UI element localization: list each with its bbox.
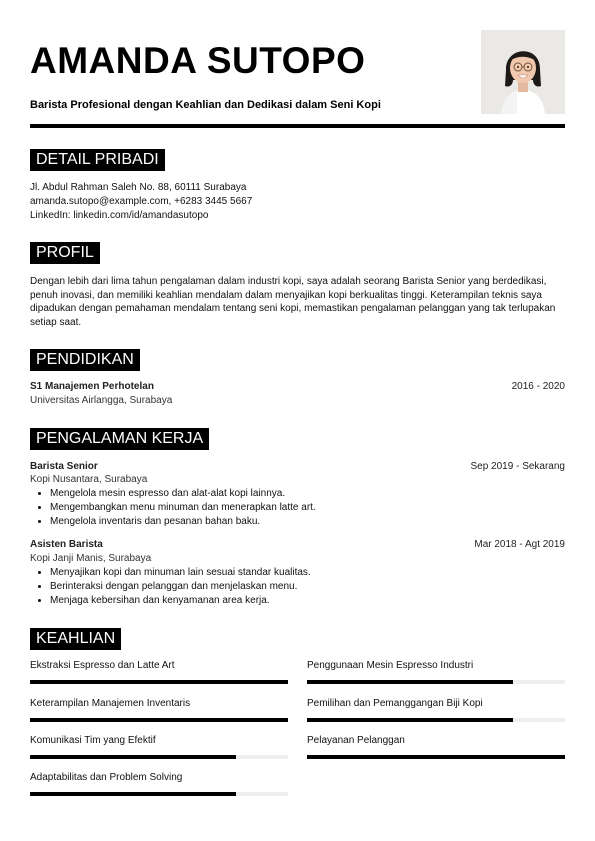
- skill-item: [307, 660, 565, 684]
- skill-name: Adaptabilitas dan Problem Solving: [30, 772, 183, 783]
- skill-level-fill: [30, 680, 288, 684]
- profile-photo-image: [481, 30, 565, 114]
- education-school: Universitas Airlangga, Surabaya: [30, 395, 173, 406]
- skill-level-fill: [307, 680, 513, 684]
- personal-linkedin: LinkedIn: linkedin.com/id/amandasutopo: [30, 210, 209, 221]
- skill-item: [307, 735, 565, 759]
- section-heading-skills: KEAHLIAN: [30, 628, 121, 650]
- job-company: Kopi Janji Manis, Surabaya: [30, 553, 152, 564]
- personal-address: Jl. Abdul Rahman Saleh No. 88, 60111 Surabaya: [30, 182, 247, 193]
- skill-level-bar: [30, 755, 288, 759]
- skill-level-fill: [307, 755, 565, 759]
- job-duty: • Menyajikan kopi dan minuman lain sesuai standar kualitas.: [50, 566, 311, 580]
- job-duties-list: [30, 487, 316, 529]
- skill-name: Ekstraksi Espresso dan Latte Art: [30, 660, 175, 671]
- personal-contact: amanda.sutopo@example.com, +6283 3445 5667: [30, 196, 253, 207]
- skill-item: [307, 698, 565, 722]
- skill-level-bar: [30, 792, 288, 796]
- skill-level-bar: [30, 718, 288, 722]
- job-dates: Mar 2018 - Agt 2019: [474, 539, 565, 550]
- section-heading-personal: DETAIL PRIBADI: [30, 149, 165, 171]
- job-duties-list: [30, 566, 311, 608]
- section-heading-profile: PROFIL: [30, 242, 100, 264]
- job-title: Barista Senior: [30, 461, 98, 472]
- skill-item: [30, 698, 288, 722]
- skill-level-bar: [307, 755, 565, 759]
- job-company: Kopi Nusantara, Surabaya: [30, 474, 148, 485]
- profile-photo: [481, 30, 565, 114]
- candidate-name: AMANDA SUTOPO: [30, 40, 366, 81]
- skill-level-fill: [30, 718, 288, 722]
- skill-item: [30, 772, 288, 796]
- header-divider: [30, 124, 565, 128]
- job-duty: • Mengelola inventaris dan pesanan bahan baku.: [50, 515, 316, 529]
- skill-name: Komunikasi Tim yang Efektif: [30, 735, 156, 746]
- skill-name: Pelayanan Pelanggan: [307, 735, 405, 746]
- skill-level-fill: [307, 718, 513, 722]
- education-degree: S1 Manajemen Perhotelan: [30, 381, 154, 392]
- job-duty: • Menjaga kebersihan dan kenyamanan area kerja.: [50, 594, 311, 608]
- job-duty: • Mengembangkan menu minuman dan menerapkan latte art.: [50, 501, 316, 515]
- skill-level-bar: [30, 680, 288, 684]
- skill-item: [30, 660, 288, 684]
- skill-level-bar: [307, 680, 565, 684]
- section-heading-experience: PENGALAMAN KERJA: [30, 428, 209, 450]
- education-dates: 2016 - 2020: [511, 381, 565, 392]
- job-dates: Sep 2019 - Sekarang: [470, 461, 565, 472]
- skill-level-bar: [307, 718, 565, 722]
- skill-level-fill: [30, 792, 236, 796]
- job-duty: • Berinteraksi dengan pelanggan dan menjelaskan menu.: [50, 580, 311, 594]
- skill-name: Pemilihan dan Pemanggangan Biji Kopi: [307, 698, 483, 709]
- skill-level-fill: [30, 755, 236, 759]
- section-heading-education: PENDIDIKAN: [30, 349, 140, 371]
- profile-summary: Dengan lebih dari lima tahun pengalaman dalam industri kopi, saya adalah seorang Barista Senior yang berdedikasi, penuh inovasi, dan memiliki keahlian mendalam dalam menyajikan kopi berkualitas tinggi. Keterampilan teknis saya dipadukan dengan pemahaman mendalam tentang seni kopi, memastikan pengalaman pelanggan yang tak terlupakan setiap saat.: [30, 276, 556, 328]
- candidate-tagline: Barista Profesional dengan Keahlian dan Dedikasi dalam Seni Kopi: [30, 99, 381, 111]
- skill-name: Keterampilan Manajemen Inventaris: [30, 698, 191, 709]
- job-title: Asisten Barista: [30, 539, 103, 550]
- skill-name: Penggunaan Mesin Espresso Industri: [307, 660, 474, 671]
- skill-item: [30, 735, 288, 759]
- job-duty: • Mengelola mesin espresso dan alat-alat kopi lainnya.: [50, 487, 316, 501]
